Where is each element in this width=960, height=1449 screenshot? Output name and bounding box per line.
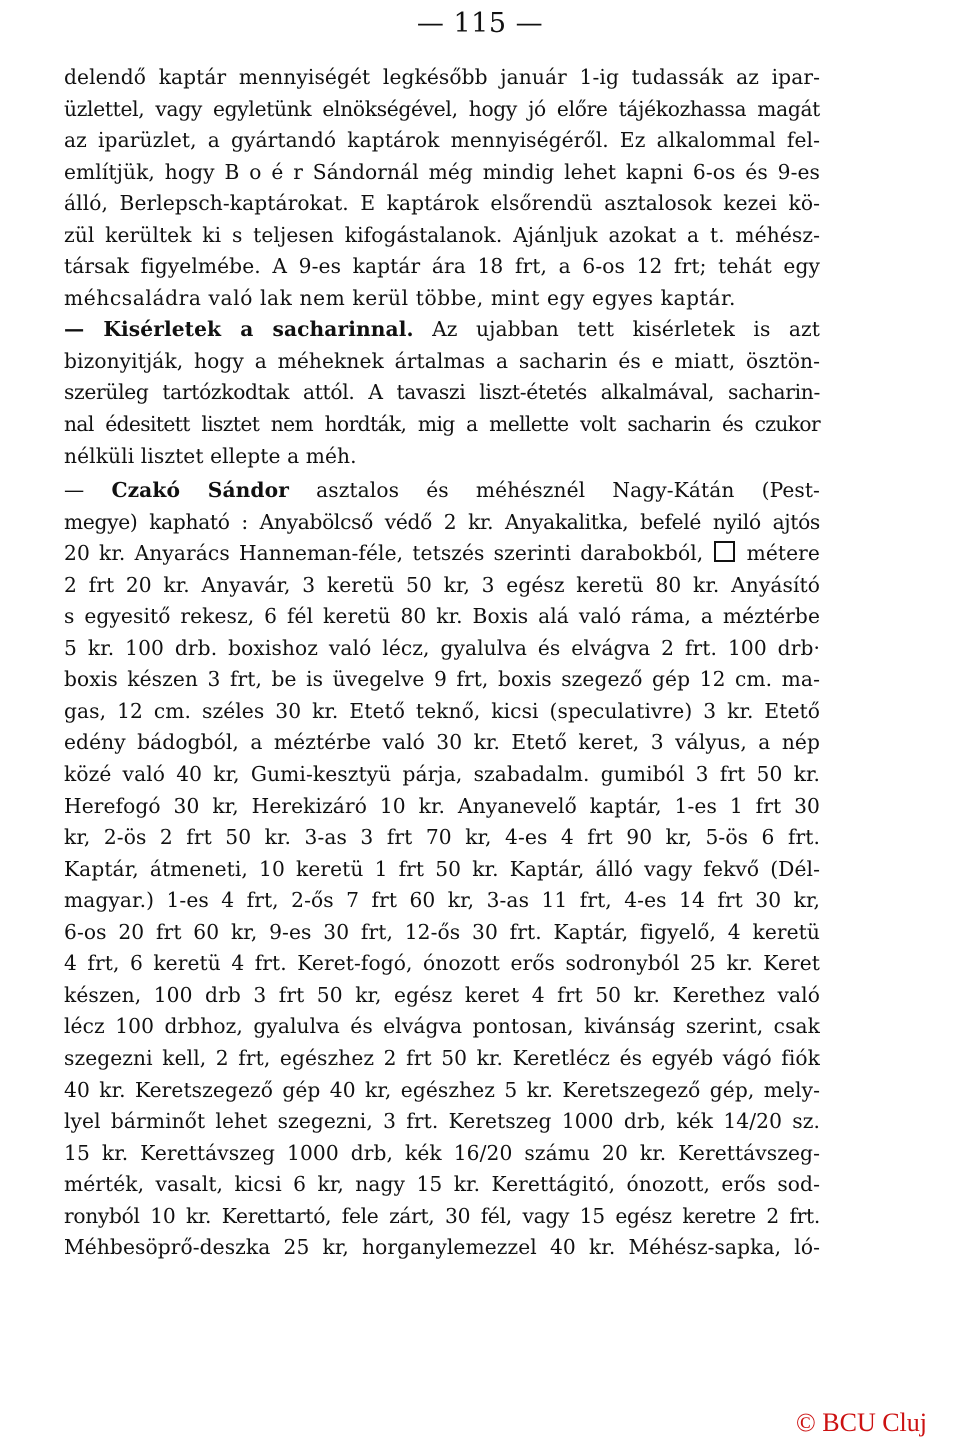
section-heading: — Kisérletek a sacharinnal. [64, 317, 414, 342]
text-line: edény bádogból, a méztérbe való 30 kr. Etető keret, 3 vályus, a nép [64, 730, 820, 755]
text-line: szegezni kell, 2 frt, egészhez 2 frt 50 kr. Keretlécz és egyéb vágó fiók [64, 1045, 820, 1070]
text-line: 5 kr. 100 drb. boxishoz való lécz, gyalulva és elvágva 2 frt. 100 drb· [64, 635, 820, 660]
text-fragment: asztalos és méhésznél Nagy-Kátán (Pest- [316, 478, 820, 503]
text-line: mérték, vasalt, kicsi 6 kr, nagy 15 kr. Kerettágitó, ónozott, erős sod- [64, 1172, 820, 1197]
text-line: említjük, hogy B o é r Sándornál még mindig lehet kapni 6-os és 9-es [64, 159, 820, 184]
text-line: üzlettel, vagy egyletünk elnökségével, hogy jó előre tájékozhassa magát [64, 96, 820, 121]
text-line: 15 kr. Kerettávszeg 1000 drb, kék 16/20 számu 20 kr. Kerettávszeg- [64, 1140, 820, 1165]
text-line: 6-os 20 frt 60 kr, 9-es 30 frt, 12-ős 30 frt. Kaptár, figyelő, 4 keretü [64, 919, 820, 944]
text-line: delendő kaptár mennyiségét legkésőbb január 1-ig tudassák az ipar- [64, 65, 820, 89]
text-line: nal édesitett lisztet nem hordták, mig a mellette volt sacharin és czukor [64, 412, 820, 437]
text-line: álló, Berlepsch-kaptárokat. E kaptárok elsőrendü asztalosok kezei kö- [64, 191, 820, 216]
text-line: magyar.) 1-es 4 frt, 2-ős 7 frt 60 kr, 3-as 11 frt, 4-es 14 frt 30 kr, [64, 888, 820, 913]
text-line: 4 frt, 6 keretü 4 frt. Keret-fogó, ónozott erős sodronyból 25 kr. Keret [64, 951, 820, 976]
text-line: társak figyelmébe. A 9-es kaptár ára 18 frt, a 6-os 12 frt; tehát egy [64, 254, 820, 279]
text-line: készen, 100 drb 3 frt 50 kr, egész keret 4 frt 50 kr. Kerethez való [64, 982, 820, 1007]
text-fragment: — [64, 478, 85, 503]
text-line [64, 475, 820, 507]
page-number: — 115 — [416, 8, 544, 39]
text-line: az iparüzlet, a gyártandó kaptárok mennyiségéről. Ez alkalommal fel- [64, 128, 820, 153]
square-symbol-icon [714, 541, 735, 562]
text-line: Herefogó 30 kr, Herekizáró 10 kr. Anyanevelő kaptár, 1-es 1 frt 30 [64, 793, 820, 818]
copyright-watermark: © BCU Cluj [796, 1408, 928, 1437]
text-line: megye) kapható : Anyabölcső védő 2 kr. Anyakalitka, befelé nyiló ajtós [64, 509, 820, 534]
text-line: boxis készen 3 frt, be is üvegelve 9 frt, boxis szegező gép 12 cm. ma- [64, 667, 820, 692]
text-line: szerüleg tartózkodtak attól. A tavaszi liszt-étetés alkalmával, sacharin- [64, 380, 820, 405]
text-line: lyel bárminőt lehet szegezni, 3 frt. Keretszeg 1000 drb, kék 14/20 sz. [64, 1109, 820, 1134]
text-line: 2 frt 20 kr. Anyavár, 3 keretü 50 kr, 3 egész keretü 80 kr. Anyásító [64, 572, 820, 597]
text-line: gas, 12 cm. széles 30 kr. Etető teknő, kicsi (speculativre) 3 kr. Etető [64, 698, 820, 723]
text-line: közé való 40 kr, Gumi-kesztyü párja, szabadalm. gumiból 3 frt 50 kr. [64, 762, 820, 787]
text-line: zül kerültek ki s teljesen kifogástalanok. Ajánljuk azokat a t. méhész- [64, 222, 820, 247]
text-line [64, 538, 820, 570]
text-line: lécz 100 drbhoz, gyalulva és elvágva pontosan, kivánság szerint, csak [64, 1014, 820, 1039]
text-line: Méhbesöprő-deszka 25 kr, horganylemezzel 40 kr. Méhész-sapka, ló- [64, 1235, 820, 1260]
text-line: méhcsaládra való lak nem kerül többe, mint egy egyes kaptár. [64, 285, 737, 310]
text-fragment: 20 kr. Anyarács Hanneman-féle, tetszés szerinti darabokból, [64, 541, 704, 566]
text-line: bizonyitják, hogy a méheknek ártalmas a sacharin és e miatt, ösztön- [64, 348, 820, 373]
text-line [64, 314, 820, 346]
merchant-name: Czakó Sándor [111, 478, 289, 503]
text-fragment: Az ujabban tett kisérletek is azt [432, 317, 820, 342]
article-text [64, 62, 820, 1264]
text-line: kr, 2-ös 2 frt 50 kr. 3-as 3 frt 70 kr, 4-es 4 frt 90 kr, 5-ös 6 frt. [64, 825, 820, 850]
text-line: ronyból 10 kr. Kerettartó, fele zárt, 30 fél, vagy 15 egész keretre 2 frt. [64, 1203, 820, 1228]
text-line: Kaptár, átmeneti, 10 keretü 1 frt 50 kr. Kaptár, álló vagy fekvő (Dél- [64, 856, 820, 881]
text-line: nélküli lisztet ellepte a méh. [64, 443, 357, 468]
text-line: 40 kr. Keretszegező gép 40 kr, egészhez 5 kr. Keretszegező gép, mely- [64, 1077, 820, 1102]
text-line: s egyesitő rekesz, 6 fél keretü 80 kr. Boxis alá való ráma, a méztérbe [64, 604, 820, 629]
text-fragment: métere [746, 541, 820, 566]
